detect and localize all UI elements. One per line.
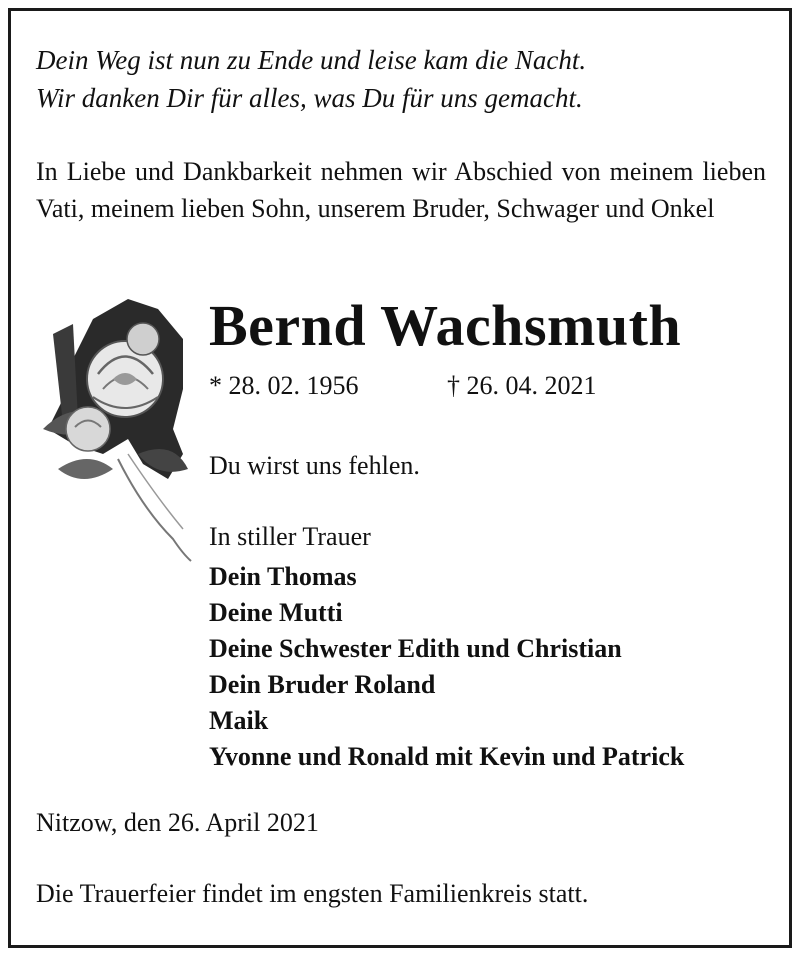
rose-icon: [33, 279, 203, 569]
mourner: Yvonne und Ronald mit Kevin und Patrick: [209, 742, 685, 771]
mourner: Maik: [209, 706, 269, 735]
mourner: Dein Thomas: [209, 562, 357, 591]
obituary-frame: [8, 8, 792, 948]
farewell-text: Du wirst uns fehlen.: [209, 451, 420, 480]
birth-date: * 28. 02. 1956: [209, 371, 359, 400]
ceremony-note: Die Trauerfeier findet im engsten Familienkreis statt.: [36, 879, 589, 908]
poem-line: Wir danken Dir für alles, was Du für uns gemacht.: [36, 83, 583, 113]
place-date: Nitzow, den 26. April 2021: [36, 808, 319, 837]
intro-text: In Liebe und Dankbarkeit nehmen wir Abschied von meinem lieben Vati, meinem lieben Sohn, unserem Bruder, Schwager und Onkel: [36, 157, 766, 223]
mourner: Deine Mutti: [209, 598, 343, 627]
mourners-list: [209, 559, 684, 775]
life-dates: [209, 371, 597, 401]
death-date: † 26. 04. 2021: [447, 371, 597, 400]
deceased-name: Bernd Wachsmuth: [209, 293, 682, 358]
poem: [36, 41, 586, 117]
poem-line: Dein Weg ist nun zu Ende und leise kam die Nacht.: [36, 45, 587, 75]
mourner: Dein Bruder Roland: [209, 670, 436, 699]
mourning-label: In stiller Trauer: [209, 522, 371, 551]
mourner: Deine Schwester Edith und Christian: [209, 634, 622, 663]
